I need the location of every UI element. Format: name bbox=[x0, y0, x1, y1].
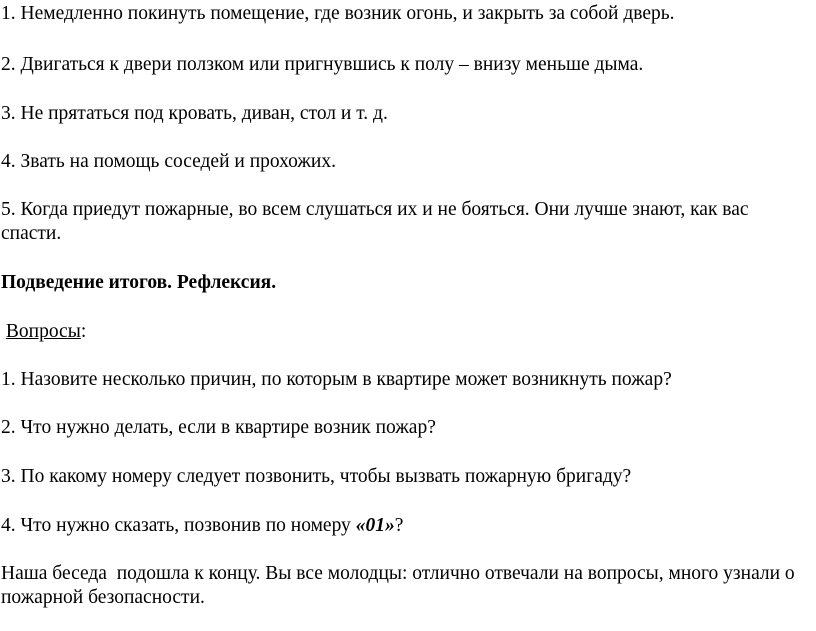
instruction-5: 5. Когда приедут пожарные, во всем слушаться их и не бояться. Они лучше знают, как вас спасти. bbox=[1, 199, 754, 244]
instruction-3: 3. Не прятаться под кровать, диван, стол и т. д. bbox=[1, 103, 388, 124]
questions-heading-colon: : bbox=[80, 321, 87, 342]
instruction-4: 4. Звать на помощь соседей и прохожих. bbox=[1, 151, 336, 172]
questions-heading-label: Вопросы bbox=[5, 321, 81, 342]
closing-paragraph: Наша беседа подошла к концу. Вы все молодцы: отлично отвечали на вопросы, много узнали о пожарной безопасности. bbox=[1, 563, 800, 608]
question-1: 1. Назовите несколько причин, по которым в квартире может возникнуть пожар? bbox=[1, 369, 672, 390]
instruction-2: 2. Двигаться к двери ползком или пригнувшись к полу – внизу меньше дыма. bbox=[1, 54, 644, 75]
question-2: 2. Что нужно делать, если в квартире возник пожар? bbox=[1, 417, 436, 438]
question-4 bbox=[1, 514, 403, 538]
question-4-suffix: ? bbox=[394, 515, 404, 536]
question-4-number: «01» bbox=[355, 515, 395, 536]
question-3: 3. По какому номеру следует позвонить, чтобы вызвать пожарную бригаду? bbox=[1, 466, 632, 487]
questions-heading bbox=[1, 320, 86, 344]
instruction-1: 1. Немедленно покинуть помещение, где возник огонь, и закрыть за собой дверь. bbox=[1, 3, 675, 24]
summary-heading: Подведение итогов. Рефлексия. bbox=[1, 272, 277, 293]
question-4-prefix: 4. Что нужно сказать, позвонив по номеру bbox=[1, 515, 356, 536]
